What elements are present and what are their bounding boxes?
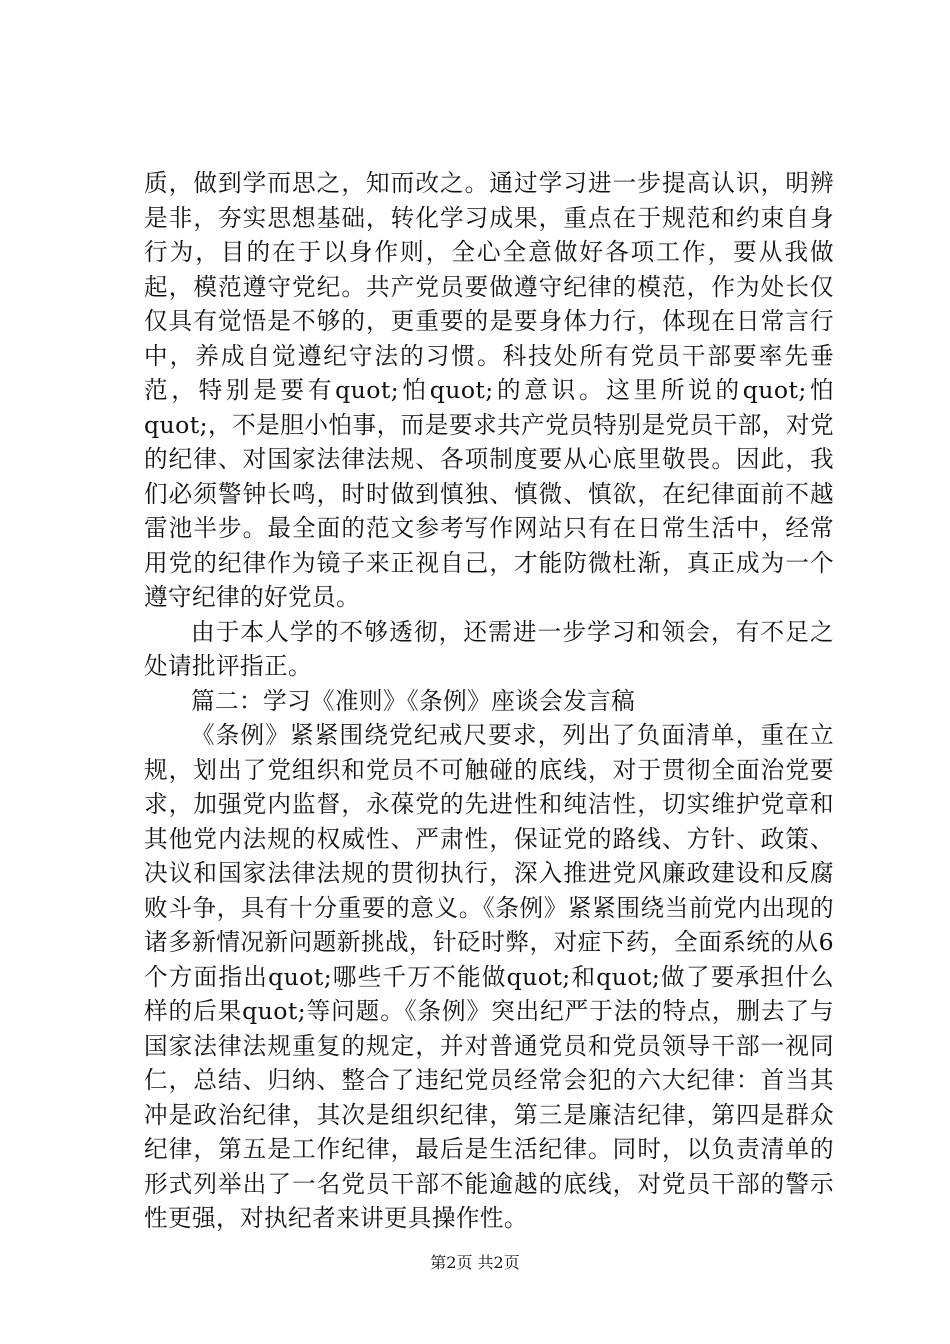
paragraph-2: 由于本人学的不够透彻，还需进一步学习和领会，有不足之处请批评指正。: [144, 617, 834, 680]
section-heading: 篇二：学习《准则》《条例》座谈会发言稿: [191, 686, 636, 715]
paragraph-3: 《条例》紧紧围绕党纪戒尺要求，列出了负面清单，重在立规，划出了党组织和党员不可触碰的底线，对于贯彻全面治党要求，加强党内监督，永葆党的先进性和纯洁性，切实维护党章和其他党内法规的权威性、严肃性，保证党的路线、方针、政策、决议和国家法律法规的贯彻执行，深入推进党风廉政建设和反腐败斗争，具有十分重要的意义。《条例》紧紧围绕当前党内出现的诸多新情况新问题新挑战，针砭时弊，对症下药，全面系统的从6个方面指出quot;哪些千万不能做quot;和quot;做了要承担什么样的后果quot;等问题。《条例》突出纪严于法的特点，删去了与国家法律法规重复的规定，并对普通党员和党员领导干部一视同仁，总结、归纳、整合了违纪党员经常会犯的六大纪律：首当其冲是政治纪律，其次是组织纪律，第三是廉洁纪律，第四是群众纪律，第五是工作纪律，最后是生活纪律。同时，以负责清单的形式列举出了一名党员干部不能逾越的底线，对党员干部的警示性更强，对执纪者来讲更具操作性。: [144, 721, 834, 1232]
paragraph-1: 质，做到学而思之，知而改之。通过学习进一步提高认识，明辨是非，夯实思想基础，转化学习成果，重点在于规范和约束自身行为，目的在于以身作则，全心全意做好各项工作，要从我做起，模范遵守党纪。共产党员要做遵守纪律的模范，作为处长仅仅具有觉悟是不够的，更重要的是要身体力行，体现在日常言行中，养成自觉遵纪守法的习惯。科技处所有党员干部要率先垂范，特别是要有quot;怕quot;的意识。这里所说的quot;怕quot;，不是胆小怕事，而是要求共产党员特别是党员干部，对党的纪律、对国家法律法规、各项制度要从心底里敬畏。因此，我们必须警钟长鸣，时时做到慎独、慎微、慎欲，在纪律面前不越雷池半步。最全面的范文参考写作网站只有在日常生活中，经常用党的纪律作为镜子来正视自己，才能防微杜渐，真正成为一个遵守纪律的好党员。: [144, 169, 834, 611]
page-footer: 第2页 共2页: [430, 1253, 520, 1272]
document-body: [144, 166, 834, 1236]
